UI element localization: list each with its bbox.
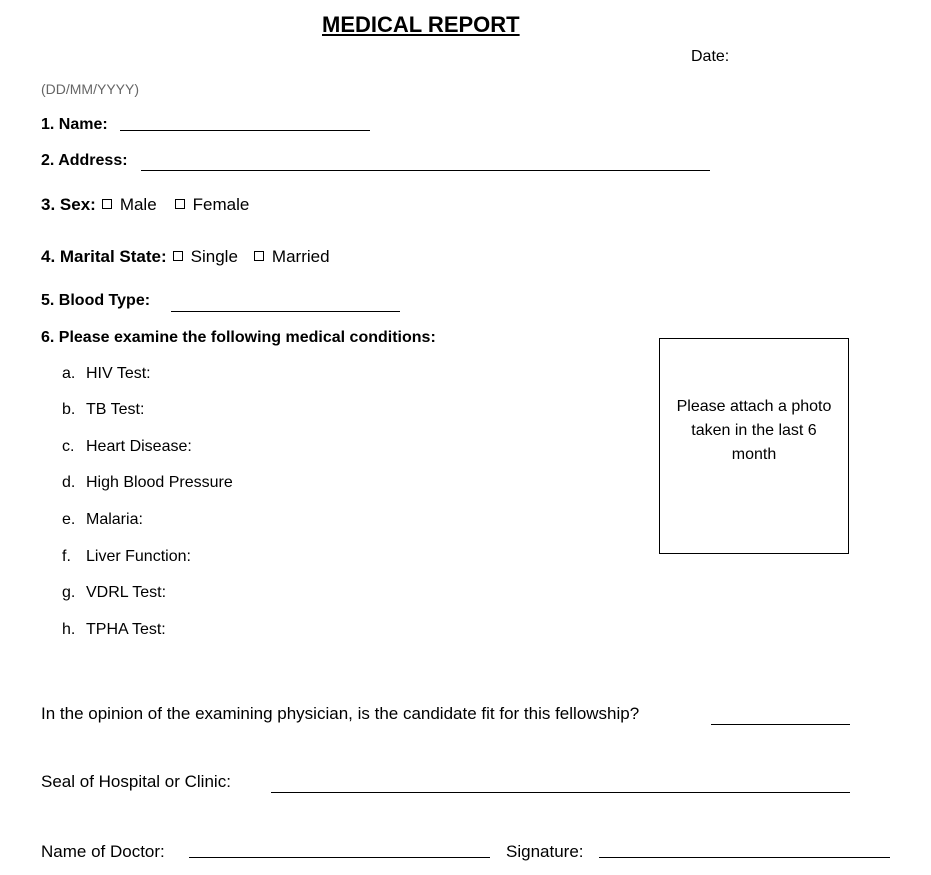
female-option-label: Female — [192, 195, 250, 214]
signature-label: Signature: — [506, 842, 584, 861]
condition-letter: f. — [62, 548, 71, 565]
male-checkbox[interactable] — [102, 199, 112, 209]
date-label: Date: — [691, 48, 730, 65]
condition-label: Malaria: — [86, 511, 143, 528]
seal-label: Seal of Hospital or Clinic: — [41, 772, 231, 791]
seal-field-line[interactable] — [271, 792, 850, 793]
page-title: MEDICAL REPORT — [322, 12, 520, 37]
condition-label: Liver Function: — [86, 548, 191, 565]
condition-item — [62, 365, 151, 383]
photo-box — [659, 338, 849, 554]
name-label: 1. Name: — [41, 116, 108, 133]
condition-letter: a. — [62, 365, 76, 382]
condition-item — [62, 584, 166, 602]
name-field-line[interactable] — [120, 130, 370, 131]
condition-item — [62, 548, 191, 566]
marital-label: 4. Marital State: — [41, 247, 167, 266]
condition-item — [62, 438, 192, 456]
marital-row — [41, 246, 330, 268]
condition-letter: d. — [62, 474, 76, 491]
condition-label: VDRL Test: — [86, 584, 167, 601]
exam-label: 6. Please examine the following medical conditions: — [41, 329, 436, 346]
condition-letter: h. — [62, 621, 76, 638]
condition-label: HIV Test: — [86, 365, 151, 382]
sex-label: 3. Sex: — [41, 195, 96, 214]
sex-row — [41, 194, 249, 216]
opinion-question: In the opinion of the examining physician, is the candidate fit for this fellowship? — [41, 704, 640, 723]
address-label: 2. Address: — [41, 152, 128, 169]
signature-line[interactable] — [599, 857, 890, 858]
female-checkbox[interactable] — [175, 199, 185, 209]
married-option-label: Married — [271, 247, 330, 266]
condition-letter: b. — [62, 401, 76, 418]
condition-item — [62, 621, 166, 639]
condition-item — [62, 474, 233, 492]
address-field-line[interactable] — [141, 170, 710, 171]
condition-letter: e. — [62, 511, 76, 528]
condition-label: TPHA Test: — [86, 621, 166, 638]
date-format-hint: (DD/MM/YYYY) — [41, 81, 139, 97]
single-option-label: Single — [190, 247, 238, 266]
doctor-name-label: Name of Doctor: — [41, 842, 165, 861]
blood-type-field-line[interactable] — [171, 311, 400, 312]
single-checkbox[interactable] — [173, 251, 183, 261]
photo-box-text: Please attach a photo taken in the last 6 month — [676, 398, 832, 463]
condition-item — [62, 401, 144, 419]
condition-letter: g. — [62, 584, 76, 601]
opinion-answer-line[interactable] — [711, 724, 850, 725]
blood-type-label: 5. Blood Type: — [41, 292, 151, 309]
condition-letter: c. — [62, 438, 75, 455]
doctor-name-line[interactable] — [189, 857, 490, 858]
condition-label: High Blood Pressure — [86, 474, 233, 491]
condition-label: Heart Disease: — [86, 438, 192, 455]
condition-item — [62, 511, 143, 529]
married-checkbox[interactable] — [254, 251, 264, 261]
condition-label: TB Test: — [86, 401, 145, 418]
male-option-label: Male — [119, 195, 157, 214]
